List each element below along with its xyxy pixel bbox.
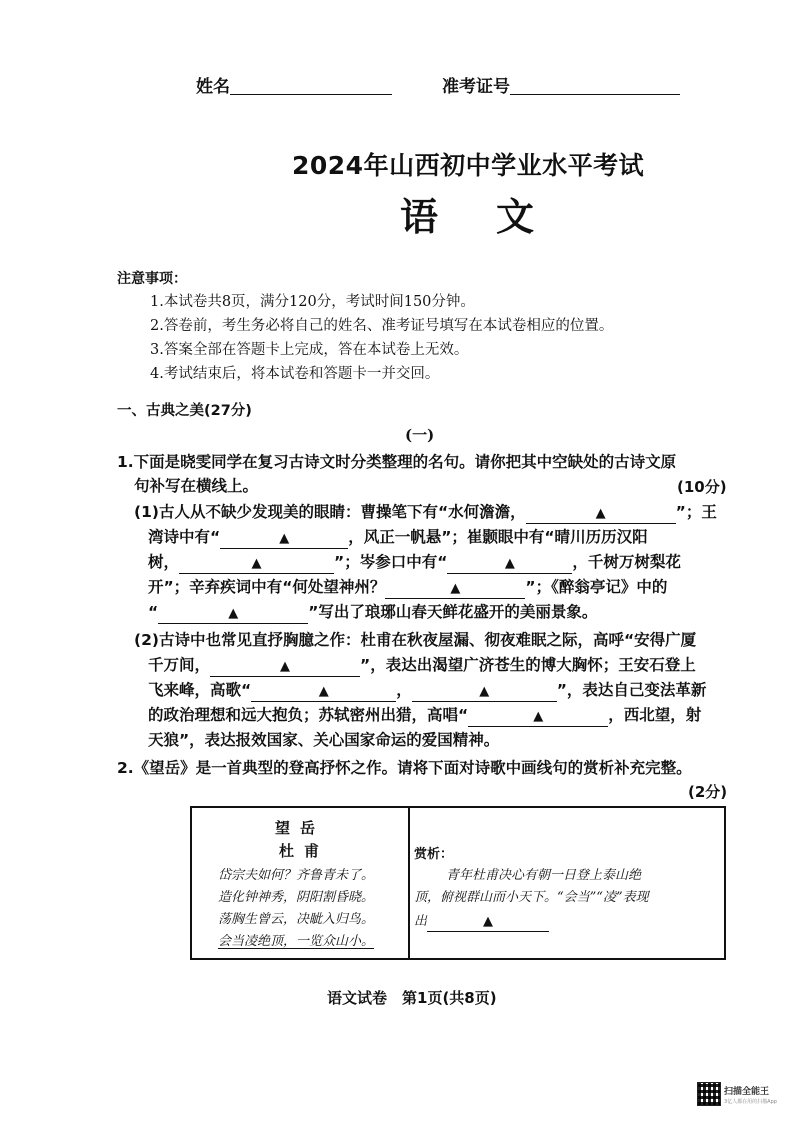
text-run: (1)古人从不缺少发现美的眼睛：曹操笔下有“水何澹澹， — [134, 503, 526, 521]
note-item: 1.本试卷共8页，满分120分，考试时间150分钟。 — [150, 294, 475, 310]
text-run: 飞来峰，高歌“ — [148, 681, 252, 699]
note-item: 4.考试结束后，将本试卷和答题卡一并交回。 — [150, 366, 440, 382]
q1-points: (10分) — [677, 478, 727, 496]
answer-blank — [412, 683, 557, 702]
q1-stem-line1: 1.下面是晓雯同学在复习古诗文时分类整理的名句。请你把其中空缺处的古诗文原 — [117, 453, 677, 471]
blank-mark: ▲ — [595, 506, 606, 521]
q1-1-line2 — [148, 525, 648, 549]
text-run: 的政治理想和远大抱负；苏轼密州出猎，高唱“ — [148, 706, 469, 724]
text-run: 湾诗中有“ — [148, 528, 221, 546]
text-run: 千万间， — [148, 656, 211, 674]
text-run: ， — [396, 681, 412, 699]
poem-line: 岱宗夫如何？齐鲁青未了。 — [218, 868, 375, 883]
text-run: 树， — [148, 553, 180, 571]
appreciation-line: 顶，俯视群山而小天下。“会当”“凌”表现 — [414, 890, 649, 905]
blank-mark: ▲ — [318, 684, 329, 699]
answer-blank — [427, 913, 549, 932]
text-run: ”；《醉翁亭记》中的 — [525, 578, 668, 596]
text-run: ，千树万树梨花 — [572, 553, 681, 571]
q1-2-line5: 天狼”，表达报效国家、关心国家命运的爱国精神。 — [148, 731, 500, 749]
exam-id-label: 准考证号 — [442, 77, 510, 97]
answer-blank — [220, 530, 348, 549]
q1-1-line1 — [134, 500, 717, 524]
text-run: ”，表达出渴望广济苍生的博大胸怀；王安石登上 — [360, 656, 696, 674]
text-run: ”；岑参口中有“ — [334, 553, 448, 571]
appreciation-line — [414, 910, 549, 932]
text-run: ，西北望，射 — [608, 706, 702, 724]
answer-blank — [179, 555, 334, 574]
blank-mark: ▲ — [279, 531, 290, 546]
text-run: ”，表达自己变法革新 — [556, 681, 707, 699]
q1-1-line5 — [148, 600, 597, 624]
text-run: ”；王 — [675, 503, 717, 521]
answer-blank — [468, 708, 608, 727]
poem-divider — [408, 806, 410, 960]
q1-2-line4 — [148, 703, 701, 727]
name-field — [196, 72, 392, 97]
q2-points: (2分) — [688, 783, 728, 801]
poem-line: 造化钟神秀，阴阳割昏晓。 — [218, 890, 375, 905]
blank-mark: ▲ — [228, 606, 239, 621]
answer-blank — [158, 605, 308, 624]
poem-author: 杜甫 — [279, 842, 330, 860]
section-heading: 一、古典之美(27分) — [117, 403, 252, 419]
q1-1-line4 — [148, 575, 667, 599]
answer-blank — [251, 683, 396, 702]
appreciation-label: 赏析： — [414, 847, 454, 862]
blank-mark: ▲ — [483, 914, 494, 929]
text-run: ，风正一帆悬”；崔颢眼中有“晴川历历汉阳 — [348, 528, 648, 546]
text-run: “ — [148, 603, 159, 621]
poem-line-underlined: 会当凌绝顶，一览众山小。 — [218, 934, 375, 949]
blank-mark: ▲ — [251, 556, 262, 571]
q1-2-line1: (2)古诗中也常见直抒胸臆之作：杜甫在秋夜屋漏、彻夜难眠之际，高呼“安得广厦 — [134, 631, 697, 649]
blank-mark: ▲ — [479, 684, 490, 699]
q2-stem: 2.《望岳》是一首典型的登高抒怀之作。请将下面对诗歌中画线句的赏析补充完整。 — [117, 759, 692, 777]
scanner-watermark-tagline: 3亿人都在用的扫描App — [724, 1099, 777, 1105]
text-run: 出 — [414, 914, 428, 929]
answer-blank — [385, 580, 525, 599]
blank-mark: ▲ — [504, 556, 515, 571]
exam-id-field — [442, 72, 680, 97]
q1-2-line2 — [148, 653, 696, 677]
blank-mark: ▲ — [280, 659, 291, 674]
text-run: 开”；辛弃疾词中有“何处望神州？ — [148, 578, 386, 596]
q1-stem-line2: 句补写在横线上。 — [134, 477, 259, 495]
appreciation-line: 青年杜甫决心有朝一日登上泰山绝 — [446, 868, 642, 883]
answer-blank — [210, 658, 360, 677]
poem-title: 望岳 — [275, 819, 326, 837]
page-footer: 语文试卷 第1页(共8页) — [327, 989, 497, 1007]
q1-2-line3 — [148, 678, 706, 702]
name-label: 姓名 — [196, 77, 230, 97]
exam-id-line — [510, 77, 680, 95]
answer-blank — [447, 555, 572, 574]
scanner-watermark: 扫描全能王 — [724, 1087, 770, 1097]
subject-title: 语文 — [400, 195, 593, 239]
note-item: 3.答案全部在答题卡上完成，答在本试卷上无效。 — [150, 342, 469, 358]
note-item: 2.答卷前，考生务必将自己的姓名、准考证号填写在本试卷相应的位置。 — [150, 318, 614, 334]
text-run: ”写出了琅琊山春天鲜花盛开的美丽景象。 — [308, 603, 598, 621]
part-heading: (一) — [405, 426, 435, 444]
notes-heading: 注意事项： — [117, 271, 187, 287]
qr-code-icon — [697, 1082, 721, 1106]
blank-mark: ▲ — [450, 581, 461, 596]
exam-title: 2024年山西初中学业水平考试 — [292, 151, 645, 180]
name-line — [230, 77, 392, 95]
answer-blank — [526, 505, 676, 524]
q1-1-line3 — [148, 550, 681, 574]
poem-line: 荡胸生曾云，决眦入归鸟。 — [218, 912, 375, 927]
blank-mark: ▲ — [533, 709, 544, 724]
